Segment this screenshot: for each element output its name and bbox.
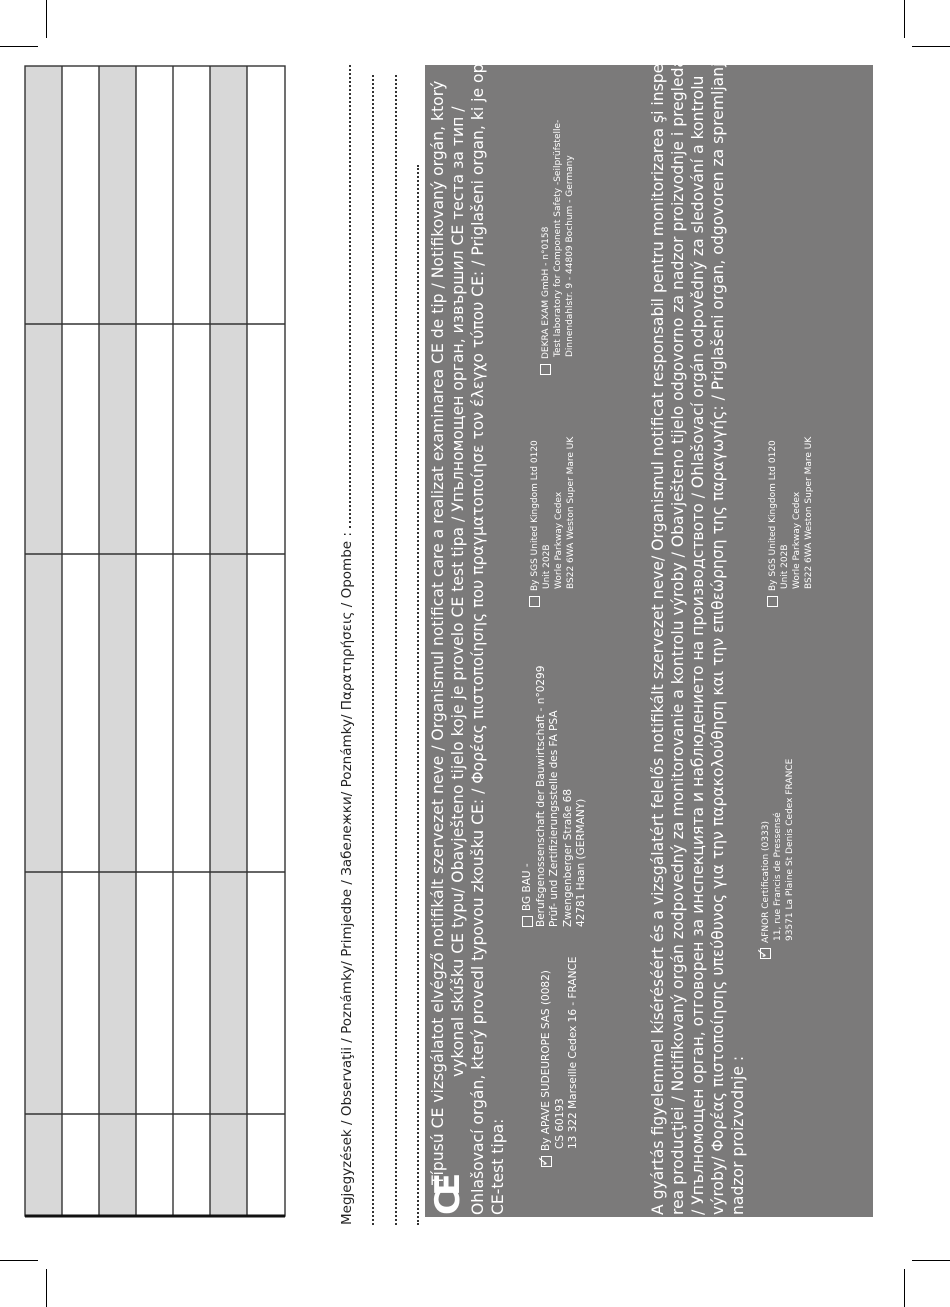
crop-mark xyxy=(912,1260,950,1261)
crop-mark xyxy=(46,0,47,38)
checkbox[interactable] xyxy=(540,364,551,375)
remarks-dotted-line xyxy=(349,65,351,528)
notified-body-sgs-production: By SGS United Kingdom Ltd 0120 Unit 202B Worle Parkway Cedex BS22 6WA Weston Super Mare UK xyxy=(767,437,815,607)
crop-mark xyxy=(904,1269,905,1307)
crop-mark xyxy=(0,1260,38,1261)
ce-mark-logo: CE xyxy=(428,1178,468,1215)
crop-mark xyxy=(912,46,950,47)
type-exam-heading: vykonal skúšku CE typu/ Obavješteno tijelo koje je provelo CE test tipa / Упълномощен орган, извършил CE теста за тип / xyxy=(449,106,467,1077)
record-table xyxy=(22,64,288,1218)
table-shaded-column xyxy=(25,66,62,1216)
notified-body-sgs: By SGS United Kingdom Ltd 0120 Unit 202B Worle Parkway Cedex BS22 6WA Weston Super Mare UK xyxy=(529,437,577,607)
remarks-section xyxy=(325,65,425,1225)
notified-body-panel xyxy=(425,29,873,1217)
remarks-dotted-line xyxy=(372,75,374,1225)
table-shaded-column xyxy=(210,66,247,1216)
check-icon: ✓ xyxy=(535,1155,552,1167)
checkbox[interactable] xyxy=(529,596,540,607)
rotated-content xyxy=(325,29,875,1225)
production-heading: rea producţiei / Notifikovaný orgán zodpovedný za monitorovanie a kontrolu výroby / Obavješteno tijelo odgovorno za nadzor proizvodnje i pregleda xyxy=(669,57,687,1215)
type-exam-heading: CE-test tipa: xyxy=(489,1118,507,1215)
checkbox[interactable] xyxy=(755,947,771,959)
notified-body-afnor: ✓ AFNOR Certification (0333) 11, rue Francis de Pressensé 93571 La Plaine St Denis Cedex FRANCE xyxy=(755,758,795,959)
production-heading: výroby/ Φορέας πιστοποίησης υπεύθυνος για την παρακολούθηση και την επιθεώρηση της παραγωγής: / Priglašeni organ, odgovoren za spremljanje in xyxy=(709,33,727,1215)
production-heading: / Упълномощен орган, отговорен за инспекцията и наблюдението на производството / Ohlašovací orgán odpovědný za sledování a kontrolu xyxy=(689,75,707,1215)
crop-mark xyxy=(46,1269,47,1307)
checkbox[interactable] xyxy=(535,1155,552,1167)
checkbox[interactable] xyxy=(767,596,778,607)
remarks-dotted-line xyxy=(395,75,397,1225)
check-icon: ✓ xyxy=(755,947,771,959)
crop-mark xyxy=(0,46,38,47)
checkbox[interactable] xyxy=(522,916,533,927)
notified-body-bgbau: BG BAU - Berufsgenossenschaft der Bauwirtschaft - n°0299 Prüf- und Zertifizierungsstelle des FA PSA Zwengenberger Straße 68 42781 Haan (GERMANY) xyxy=(521,665,587,927)
notified-body-apave: ✓ By APAVE SUDEUROPE SAS (0082) CS 60193 13 322 Marseille Cedex 16 - FRANCE xyxy=(535,956,579,1167)
crop-mark xyxy=(904,0,905,38)
notified-body-dekra: DEKRA EXAM GmbH - n°0158 Test laboratory for Component Safety -Seilprüfstelle- Dinnendahlstr. 9 - 44809 Bochum - Germany xyxy=(540,120,576,375)
production-heading: A gyártás figyelemmel kíséréséért és a vizsgálatért felelős notifikált szervezet neve/ Organismul notificat responsabil pentru monitorizarea şi inspecta- xyxy=(649,33,667,1215)
table-shaded-column xyxy=(99,66,136,1216)
production-heading: nadzor proizvodnje : xyxy=(729,1055,747,1215)
remarks-dotted-line xyxy=(417,165,419,1225)
type-exam-heading: Ohlašovací orgán, který provedl typovou zkoušku CE: / Φορέας πιστοποίησης που πραγματοποίησε τον έλεγχο τύπου CE: / Priglašeni organ, ki je opravil xyxy=(469,29,487,1215)
type-exam-heading: Típusú CE vizsgálatot elvégző notifikált szervezet neve / Organismul notificat care a realizat examinarea CE de tip / Notifikovaný orgán, ktorý xyxy=(429,80,447,1185)
remarks-label: Megjegyzések / Observaţii / Poznámky/ Primjedbe / Забележки/ Poznámky/ Παρατηρήσεις / Opombe : xyxy=(339,532,355,1225)
